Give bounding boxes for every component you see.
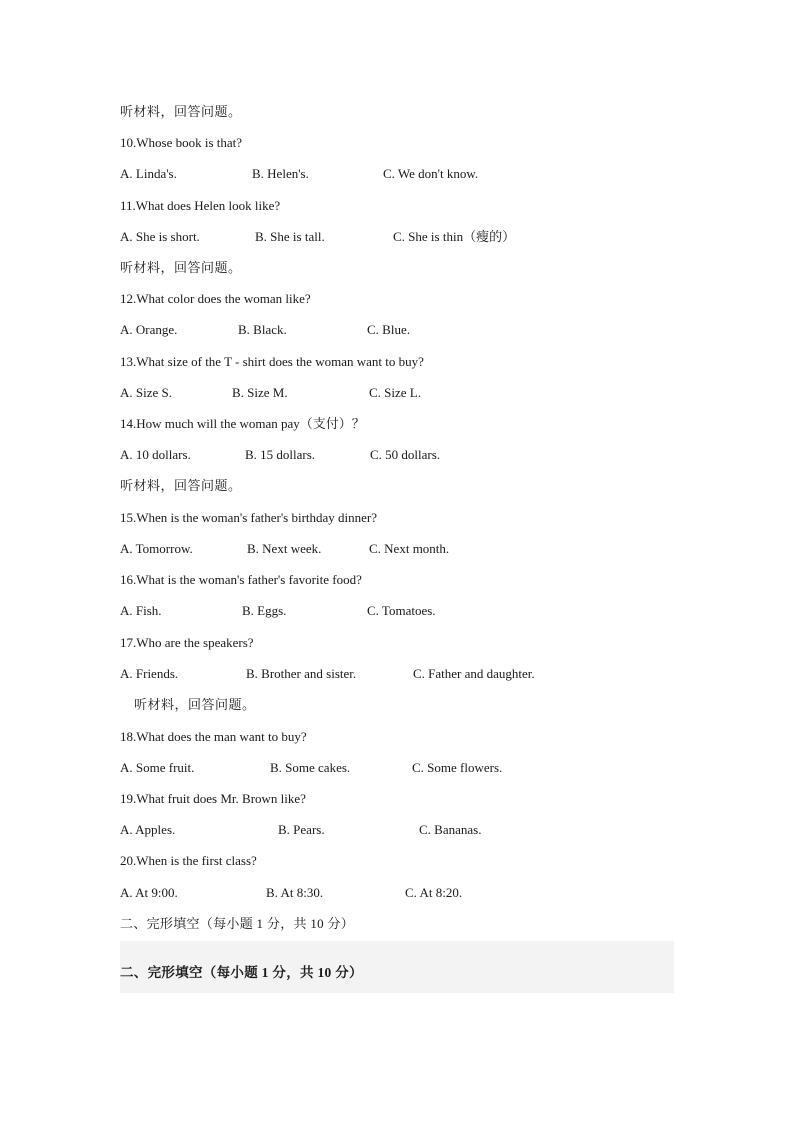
- options-17: [120, 666, 674, 682]
- option-a: A. Orange.: [120, 322, 178, 337]
- options-13: [120, 385, 674, 401]
- options-15: [120, 541, 674, 557]
- option-a: A. Apples.: [120, 822, 176, 837]
- options-20: [120, 885, 674, 901]
- section-heading-bold: 二、完形填空（每小题 1 分，共 10 分）: [120, 965, 363, 980]
- question-16: 16.What is the woman's father's favorite food?: [120, 572, 362, 587]
- option-c: C. At 8:20.: [405, 885, 463, 900]
- question-13: 13.What size of the T - shirt does the woman want to buy?: [120, 354, 424, 369]
- option-c: C. Some flowers.: [412, 760, 503, 775]
- options-19: [120, 822, 674, 838]
- listening-instruction: 听材料，回答问题。: [120, 104, 242, 119]
- section-heading: 二、完形填空（每小题 1 分，共 10 分）: [120, 916, 355, 931]
- question-15: 15.When is the woman's father's birthday dinner?: [120, 510, 378, 525]
- listening-instruction: 听材料，回答问题。: [134, 697, 256, 712]
- question-12: 12.What color does the woman like?: [120, 291, 311, 306]
- option-c: C. Tomatoes.: [367, 603, 436, 618]
- option-c: C. Size L.: [369, 385, 421, 400]
- question-19: 19.What fruit does Mr. Brown like?: [120, 791, 306, 806]
- option-c: C. Blue.: [367, 322, 410, 337]
- option-a: A. Tomorrow.: [120, 541, 193, 556]
- option-a: A. Linda's.: [120, 166, 177, 181]
- option-b: B. Some cakes.: [270, 760, 351, 775]
- option-b: B. Eggs.: [242, 603, 287, 618]
- option-c: C. 50 dollars.: [370, 447, 441, 462]
- option-b: B. Pears.: [278, 822, 325, 837]
- option-a: A. 10 dollars.: [120, 447, 191, 462]
- option-a: A. She is short.: [120, 229, 200, 244]
- options-18: [120, 760, 674, 776]
- option-a: A. Some fruit.: [120, 760, 195, 775]
- option-b: B. Size M.: [232, 385, 288, 400]
- option-b: B. She is tall.: [255, 229, 325, 244]
- option-a: A. Size S.: [120, 385, 172, 400]
- question-11: 11.What does Helen look like?: [120, 198, 281, 213]
- question-10: 10.Whose book is that?: [120, 135, 243, 150]
- question-17: 17.Who are the speakers?: [120, 635, 254, 650]
- options-14: [120, 447, 674, 463]
- option-a: A. At 9:00.: [120, 885, 178, 900]
- option-c: C. Father and daughter.: [413, 666, 535, 681]
- option-c: C. Bananas.: [419, 822, 482, 837]
- question-14: 14.How much will the woman pay（支付）？: [120, 416, 365, 431]
- option-b: B. Helen's.: [252, 166, 309, 181]
- options-16: [120, 603, 674, 619]
- section-heading-box: [120, 941, 674, 993]
- option-b: B. 15 dollars.: [245, 447, 316, 462]
- option-b: B. Next week.: [247, 541, 322, 556]
- question-18: 18.What does the man want to buy?: [120, 729, 307, 744]
- question-20: 20.When is the first class?: [120, 853, 257, 868]
- option-b: B. Black.: [238, 322, 287, 337]
- option-c: C. She is thin（瘦的）: [393, 229, 516, 244]
- option-b: B. Brother and sister.: [246, 666, 357, 681]
- options-12: [120, 322, 674, 338]
- option-b: B. At 8:30.: [266, 885, 324, 900]
- options-10: [120, 166, 674, 182]
- option-c: C. Next month.: [369, 541, 450, 556]
- option-a: A. Fish.: [120, 603, 162, 618]
- listening-instruction: 听材料，回答问题。: [120, 478, 242, 493]
- listening-instruction: 听材料，回答问题。: [120, 260, 242, 275]
- option-c: C. We don't know.: [383, 166, 479, 181]
- options-11: [120, 229, 674, 245]
- option-a: A. Friends.: [120, 666, 179, 681]
